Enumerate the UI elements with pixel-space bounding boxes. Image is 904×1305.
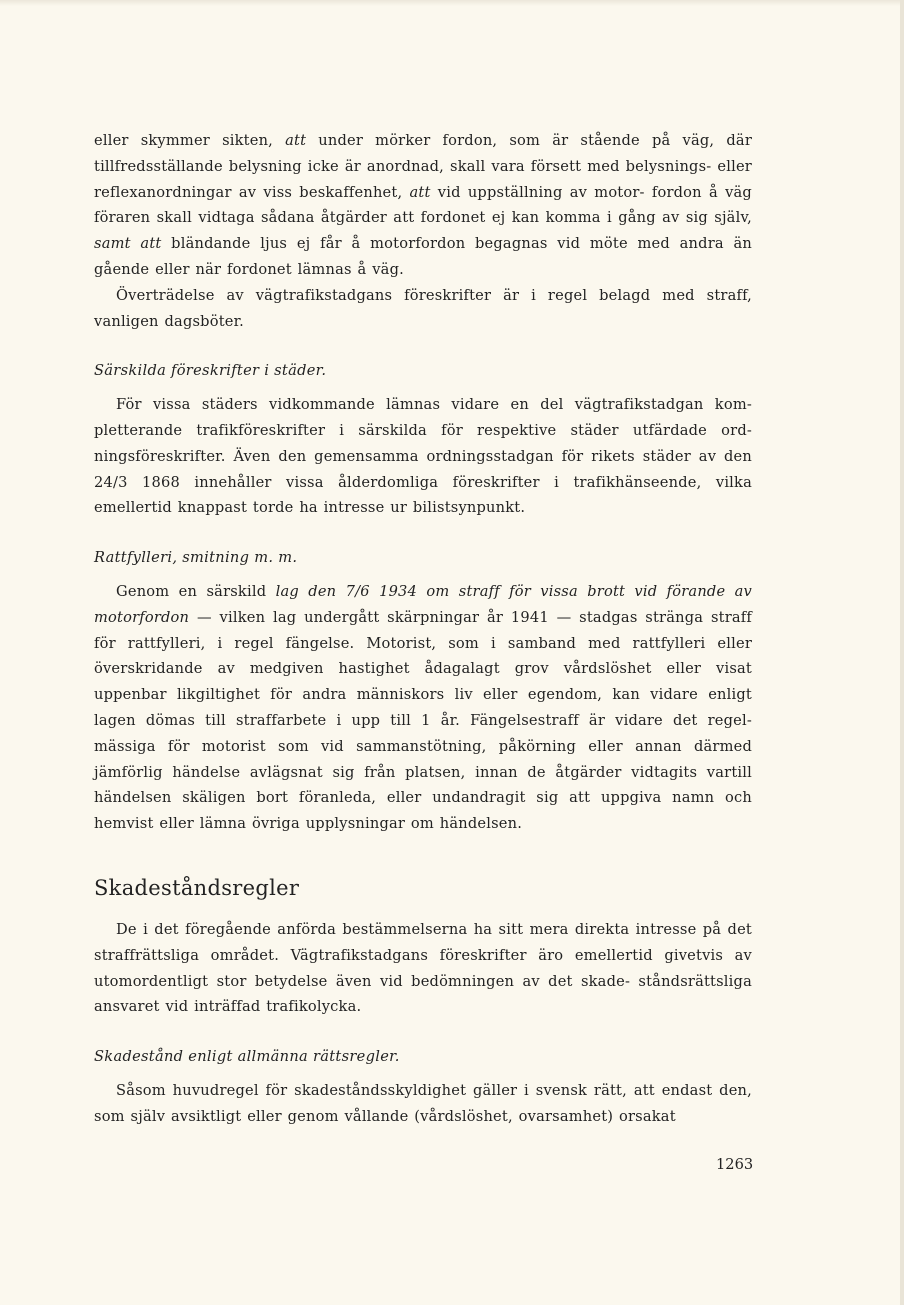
subheading-drunk-driving: Rattfylleri, smitning m. m. [94, 549, 298, 567]
subheading-general-law: Skadestånd enligt allmänna rättsregler. [94, 1048, 400, 1066]
section-heading-damages: Skadeståndsregler [94, 875, 300, 900]
paragraph-damages-intro: De i det föregående anförda bestämmelserna ha sitt mera direkta intresse på det straffrättsliga området. Vägtrafikstadgans föreskrifter äro emellertid givetvis av utomordentligt stor betydelse även vid bedömningen av det skade- ståndsrättsliga ansvaret vid inträffad trafikolycka. [94, 920, 752, 1016]
subheading-city-regulations: Särskilda föreskrifter i städer. [94, 362, 327, 380]
page-body [94, 128, 752, 1130]
paragraph-general-law: Såsom huvudregel för skadeståndsskyldighet gäller i svensk rätt, att endast den, som själv avsiktligt eller genom vållande (vårdslöshet, ovarsamhet) orsakat [94, 1081, 752, 1125]
page-right-edge [900, 0, 904, 1305]
paragraph-drunk-driving: Genom en särskild lag den 7/6 1934 om straff för vissa brott vid förande av motorfordon — vilken lag undergått skärpningar år 1941 — stadgas stränga straff för rattfylleri, i regel fängelse. Motorist, som i samband med rattfylleri eller överskridande av medgiven hastighet ådagalagt grov vårdslöshet eller visat uppenbar likgiltighet för andra människors liv eller egendom, kan vidare enligt lagen dömas till straffarbete i upp till 1 år. Fängelsestraff är vidare det regel- mässiga för motorist som vid sammanstötning, påkörning eller annan därmed jämförlig händelse avlägsnat sig från platsen, innan de åtgärder vidtagits vartill händelsen skäligen bort föranleda, eller undandragit sig att uppgiva namn och hemvist eller lämna övriga upplysningar om händelsen. [94, 582, 753, 833]
paragraph-city-regulations: För vissa städers vidkommande lämnas vidare en del vägtrafikstadgan kom- pletterande trafikföreskrifter i särskilda för respektive städer utfärdade ord- ningsföreskrifter. Även den gemensamma ordningsstadgan för rikets städer av den 24/3 1868 innehåller vissa ålderdomliga föreskrifter i trafikhänseende, vilka emellertid knappast torde ha intresse ur bilistsynpunkt. [94, 396, 752, 517]
page-top-edge [0, 0, 904, 6]
paragraph-penalties: Överträdelse av vägtrafikstadgans föreskrifter är i regel belagd med straff, vanligen dagsböter. [94, 286, 752, 330]
page-number: 1263 [716, 1156, 754, 1173]
paragraph-vehicle-lighting: eller skymmer sikten, att under mörker fordon, som är stående på väg, där tillfredsställande belysning icke är anordnad, skall vara försett med belysnings- eller reflexanordningar av viss beskaffenhet, att vid uppställning av motor- fordon å väg föraren skall vidtaga sådana åtgärder att fordonet ej kan komma i gång av sig själv, samt att bländande ljus ej får å motorfordon begagnas vid möte med andra än gående eller när fordonet lämnas å väg. [94, 132, 752, 278]
